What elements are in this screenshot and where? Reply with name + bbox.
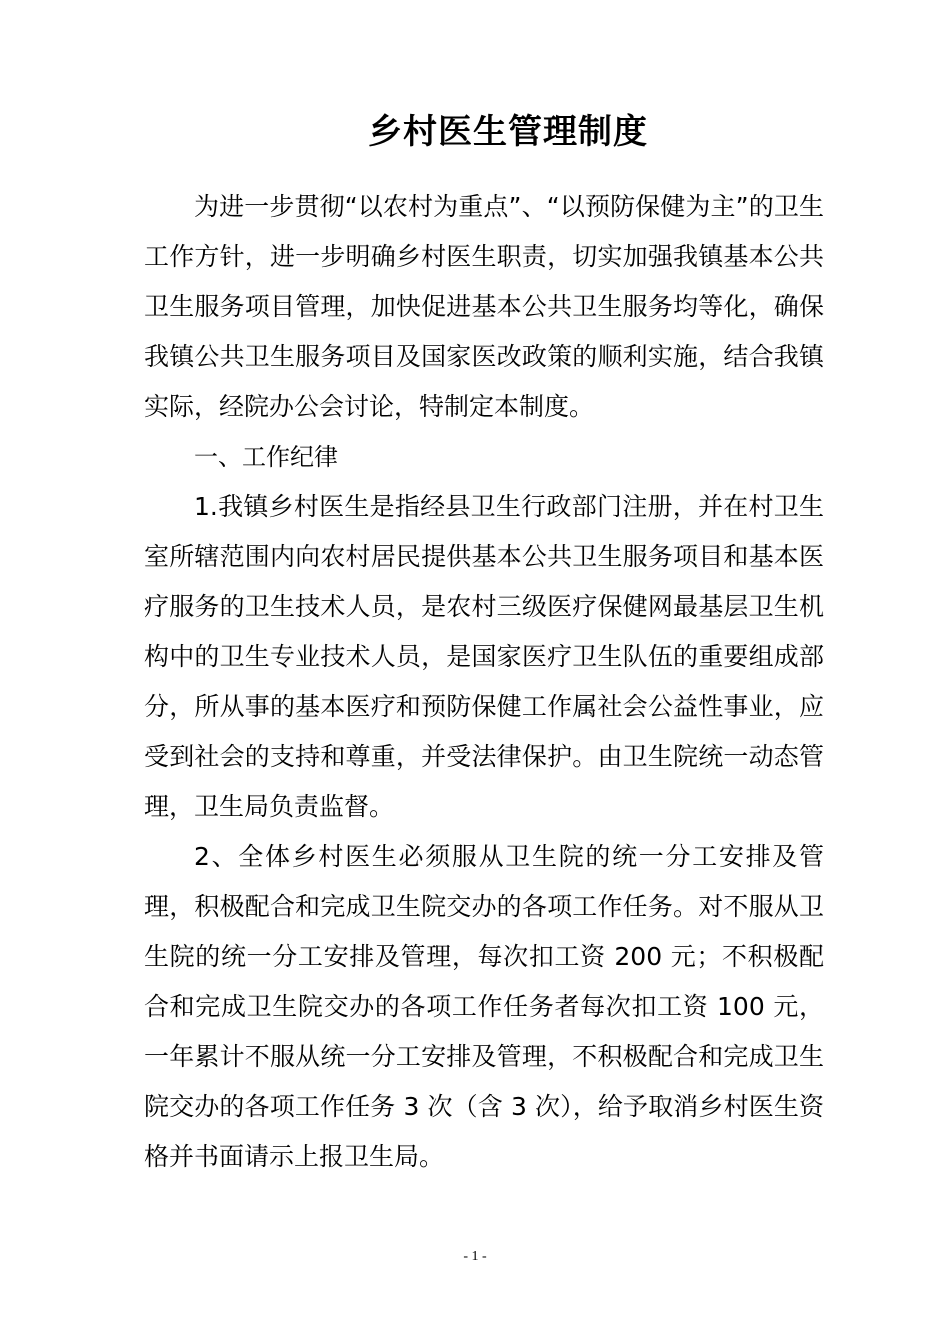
section-heading: 一、工作纪律 [194,443,338,471]
page-number: - 1 - [463,1249,487,1264]
rule-item-2: 2、全体乡村医生必须服从卫生院的统一分工安排及管理，积极配合和完成卫生院交办的各项工作任务。对不服从卫生院的统一分工安排及管理，每次扣工资 200 元；不积极配合和完成卫生院交办的各项工作任务者每次扣工资 100 元，一年累计不服从统一分工安排及管理，不积极配合和完成卫生院交办的各项工作任务 3 次（含 3 次），给予取消乡村医生资格并书面请示上报卫生局。 [144,842,824,1171]
document-title: 乡村医生管理制度 [368,112,648,152]
document-body [144,182,824,1182]
intro-paragraph: 为进一步贯彻“以农村为重点”、“以预防保健为主”的卫生工作方针，进一步明确乡村医生职责，切实加强我镇基本公共卫生服务项目管理，加快促进基本公共卫生服务均等化，确保我镇公共卫生服务项目及国家医改政策的顺利实施，结合我镇实际，经院办公会讨论，特制定本制度。 [144,192,824,421]
rule-item-1: 1.我镇乡村医生是指经县卫生行政部门注册，并在村卫生室所辖范围内向农村居民提供基本公共卫生服务项目和基本医疗服务的卫生技术人员，是农村三级医疗保健网最基层卫生机构中的卫生专业技术人员，是国家医疗卫生队伍的重要组成部分，所从事的基本医疗和预防保健工作属社会公益性事业，应受到社会的支持和尊重，并受法律保护。由卫生院统一动态管理，卫生局负责监督。 [144,492,824,821]
